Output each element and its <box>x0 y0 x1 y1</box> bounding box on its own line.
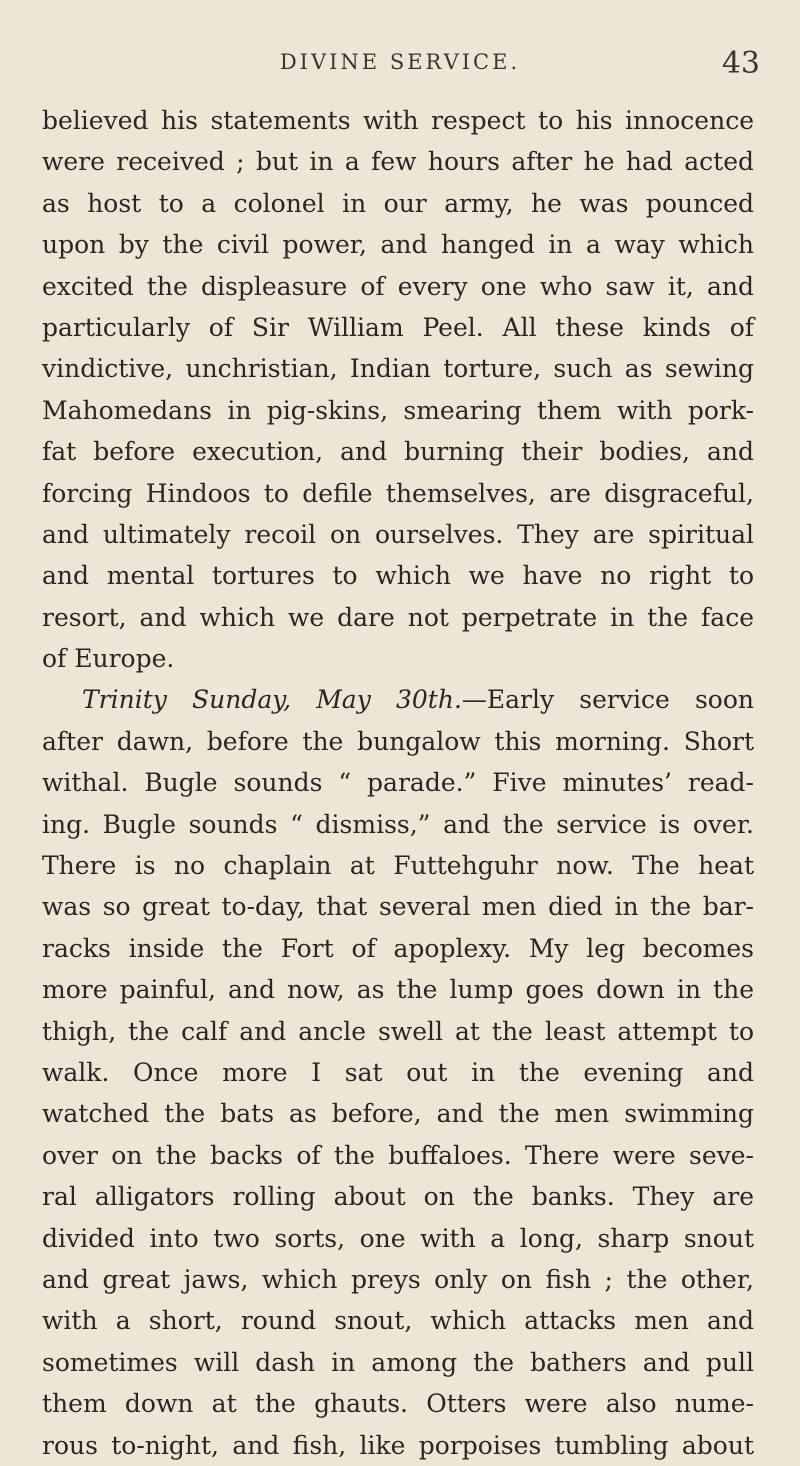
text-line: over on the backs of the buffaloes. There were seve- <box>42 1140 754 1170</box>
text-line: believed his statements with respect to his innocence <box>42 106 754 135</box>
text-line: divided into two sorts, one with a long, sharp snout <box>42 1223 754 1253</box>
text-line: ral alligators rolling about on the banks. They are <box>42 1182 754 1212</box>
text-line: withal. Bugle sounds “ parade.” Five minutes’ read- <box>42 768 754 798</box>
text-line: and ultimately recoil on ourselves. They are spiritual <box>42 519 754 549</box>
text-line: as host to a colonel in our army, he was pounced <box>42 188 754 218</box>
text-line: with a short, round snout, which attacks men and <box>42 1306 754 1336</box>
text-line: rous to-night, and fish, like porpoises tumbling about <box>42 1430 754 1460</box>
text-line: after dawn, before the bungalow this morning. Short <box>42 726 754 756</box>
diary-entry-heading-line <box>42 679 754 720</box>
body-text <box>42 100 754 1466</box>
text-line: racks inside the Fort of apoplexy. My leg becomes <box>42 933 754 963</box>
diary-entry-text: —Early service soon <box>461 685 754 715</box>
page-number: 43 <box>721 46 760 81</box>
text-line: upon by the civil power, and hanged in a way which <box>42 230 754 260</box>
text-line: excited the displeasure of every one who saw it, and <box>42 271 754 301</box>
text-line: more painful, and now, as the lump goes down in the <box>42 975 754 1005</box>
text-line: of Europe. <box>42 644 175 674</box>
running-head <box>0 46 800 86</box>
text-line: forcing Hindoos to defile themselves, are disgraceful, <box>42 478 754 508</box>
text-line: resort, and which we dare not perpetrate in the face <box>42 602 754 632</box>
text-line: was so great to-day, that several men died in the bar- <box>42 892 754 922</box>
text-line: sometimes will dash in among the bathers and pull <box>42 1347 754 1377</box>
text-line: watched the bats as before, and the men swimming <box>42 1099 754 1129</box>
text-line: thigh, the calf and ancle swell at the least attempt to <box>42 1016 754 1046</box>
text-line: fat before execution, and burning their bodies, and <box>42 437 754 467</box>
text-line: Mahomedans in pig-skins, smearing them with pork- <box>42 395 754 425</box>
text-line: and mental tortures to which we have no right to <box>42 561 754 591</box>
text-line: particularly of Sir William Peel. All these kinds of <box>42 312 754 342</box>
text-line: were received ; but in a few hours after he had acted <box>42 147 754 177</box>
text-line: walk. Once more I sat out in the evening and <box>42 1057 754 1087</box>
text-line: and great jaws, which preys only on fish ; the other, <box>42 1264 754 1294</box>
running-title: DIVINE SERVICE. <box>279 50 521 74</box>
text-line: vindictive, unchristian, Indian torture, such as sewing <box>42 354 754 384</box>
text-line: There is no chaplain at Futtehguhr now. The heat <box>42 851 754 881</box>
diary-date: Trinity Sunday, May 30th. <box>82 685 462 715</box>
text-line: them down at the ghauts. Otters were also nume- <box>42 1389 754 1419</box>
text-line: ing. Bugle sounds “ dismiss,” and the service is over. <box>42 809 754 839</box>
